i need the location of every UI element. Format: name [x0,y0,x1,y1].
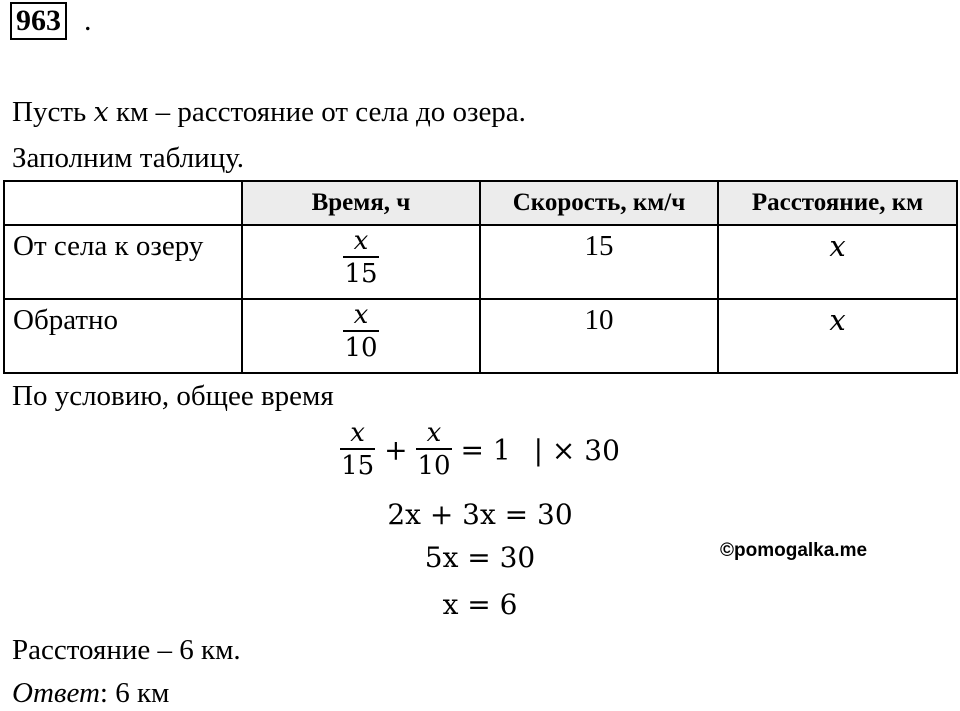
fraction-denominator: 15 [343,256,378,290]
equation-step-4: x = 6 [442,588,518,621]
equation-step-3: 5x = 30 [424,541,536,574]
row-label: Обратно [4,299,242,373]
plus-sign: + [384,433,408,467]
table-header-row [4,181,957,225]
distance-cell: x [718,299,957,373]
header-time: Время, ч [242,181,480,225]
time-cell [242,225,480,299]
answer-line [12,675,169,711]
intro-text-1: Пусть [12,96,94,128]
equation-line-1 [0,418,960,482]
header-distance: Расстояние, км [718,181,957,225]
equation-multiplier: | × 30 [533,433,620,467]
fraction-denominator: 10 [416,448,451,482]
condition-text: По условию, общее время [12,380,334,412]
row-label: От села к озеру [4,225,242,299]
intro-variable: x [93,97,109,128]
header-empty [4,181,242,225]
distance-cell: x [718,225,957,299]
time-fraction [343,226,378,290]
answer-label: Ответ [12,677,100,709]
time-fraction [343,300,378,364]
table-row [4,225,957,299]
header-speed: Скорость, км/ч [480,181,718,225]
speed-cell: 10 [480,299,718,373]
fraction-numerator: x [353,300,369,330]
watermark: ©pomogalka.me [720,540,868,561]
fraction-numerator: x [426,418,442,448]
fill-table-text: Заполним таблицу. [12,142,245,174]
equation-step-2: 2x + 3x = 30 [387,498,573,531]
intro-line [12,94,526,131]
equation-fraction-2 [416,418,451,482]
problem-number-dot: . [84,4,92,37]
answer-value: : 6 км [99,677,170,709]
fraction-denominator: 10 [343,330,378,364]
fraction-numerator: x [353,226,369,256]
equation-fraction-1 [340,418,375,482]
time-cell [242,299,480,373]
equation-rhs: = 1 [460,433,511,467]
speed-cell: 15 [480,225,718,299]
problem-number: 963 [10,2,67,40]
table-row [4,299,957,373]
fraction-numerator: x [350,418,365,448]
motion-table [3,180,958,374]
intro-text-2: км – расстояние от села до озера. [108,96,526,128]
fraction-denominator: 15 [340,448,375,482]
result-text: Расстояние – 6 км. [12,634,241,666]
